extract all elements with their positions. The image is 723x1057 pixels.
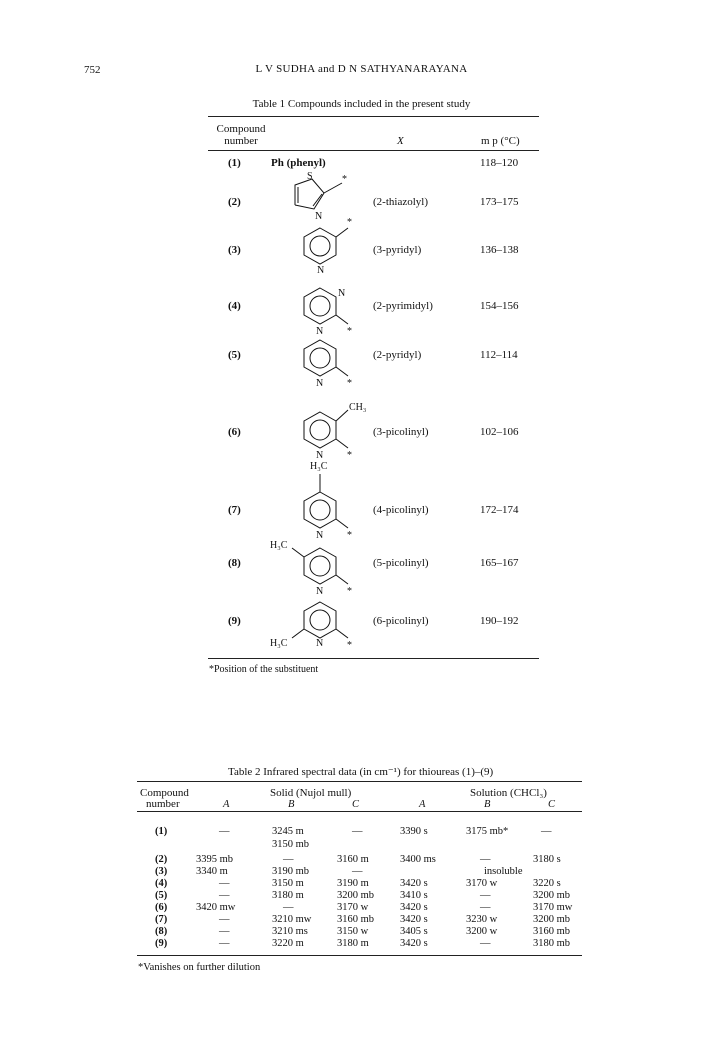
table1-row-label: (5-picolinyl) bbox=[373, 557, 429, 569]
svg-text:*: * bbox=[347, 450, 352, 461]
svg-text:N: N bbox=[338, 288, 346, 299]
table2-cell: 3405 s bbox=[400, 926, 428, 937]
svg-text:N: N bbox=[316, 326, 324, 337]
table2-cell: — bbox=[480, 938, 491, 949]
table1-row-mp: 112–114 bbox=[480, 349, 518, 361]
table2-cell: 3175 mb* bbox=[466, 826, 509, 837]
table2-row-number: (8) bbox=[155, 926, 168, 937]
table2-cell: — bbox=[219, 878, 230, 889]
table1-row-number: (5) bbox=[228, 349, 241, 361]
table2-cell: 3230 w bbox=[466, 914, 498, 925]
table1-row-mp: 173–175 bbox=[480, 196, 519, 208]
table2-cell: 3210 mw bbox=[272, 914, 312, 925]
table2-cell: — bbox=[352, 866, 363, 877]
table2-cell: — bbox=[219, 914, 230, 925]
table2-cell: 3150 w bbox=[337, 926, 369, 937]
table2-top-rule bbox=[137, 781, 582, 782]
svg-text:H₃C: H₃C bbox=[270, 540, 288, 551]
svg-text:H₃C: H₃C bbox=[310, 461, 328, 472]
table2-row-number: (6) bbox=[155, 902, 168, 913]
table2-caption: Table 2 Infrared spectral data (in cm⁻¹) for thioureas (1)–(9) bbox=[228, 766, 494, 778]
table1-row-number: (9) bbox=[228, 615, 241, 627]
table1-footnote: *Position of the substituent bbox=[209, 664, 319, 675]
page-number: 752 bbox=[84, 64, 101, 76]
table2-cell: 3390 s bbox=[400, 826, 428, 837]
table2-cell: 3400 ms bbox=[400, 854, 436, 865]
table2-cell: — bbox=[219, 890, 230, 901]
table2-cell: — bbox=[219, 926, 230, 937]
table2-cell: 3160 mb bbox=[337, 914, 375, 925]
table2-cell: — bbox=[541, 826, 552, 837]
table2-cell: 3150 m bbox=[272, 878, 304, 889]
table1-row-label: (6-picolinyl) bbox=[373, 615, 429, 627]
table1-row-label: (2-pyridyl) bbox=[373, 349, 422, 361]
table2-cell: — bbox=[219, 938, 230, 949]
table2-cell: — bbox=[480, 854, 491, 865]
table2-cell: 3180 s bbox=[533, 854, 561, 865]
table2-bottom-rule bbox=[137, 955, 582, 956]
table2-cell: 3180 m bbox=[337, 938, 369, 949]
svg-text:N: N bbox=[316, 530, 324, 541]
table2-group-solution: Solution (CHCl₃) bbox=[470, 787, 547, 799]
table2-cell: — bbox=[283, 854, 294, 865]
table2-col-compound: Compound bbox=[140, 787, 189, 799]
table2-row-number: (4) bbox=[155, 878, 168, 889]
table2-sub-c: C bbox=[352, 799, 360, 810]
table1-row-number: (4) bbox=[228, 300, 241, 312]
table2-cell: 3220 m bbox=[272, 938, 304, 949]
table2-cell: 3190 m bbox=[337, 878, 369, 889]
table1-row-mp: 118–120 bbox=[480, 157, 519, 169]
table2-cell: 3210 ms bbox=[272, 926, 308, 937]
table2-sub-c: C bbox=[548, 799, 556, 810]
table2-row-number: (1) bbox=[155, 826, 168, 837]
svg-text:*: * bbox=[347, 378, 352, 389]
table1-row-label: (3-pyridyl) bbox=[373, 244, 422, 256]
table2-cell: 3220 s bbox=[533, 878, 561, 889]
svg-text:H₃C: H₃C bbox=[270, 638, 288, 649]
svg-text:N: N bbox=[315, 211, 323, 222]
table2-cell: 3180 mb bbox=[533, 938, 571, 949]
table2-cell: — bbox=[480, 902, 491, 913]
table2-cell: 3410 s bbox=[400, 890, 428, 901]
table2-cell: 3190 mb bbox=[272, 866, 310, 877]
table2-cell: 3200 mb bbox=[533, 890, 571, 901]
svg-text:N: N bbox=[316, 586, 324, 597]
table2-sub-b: B bbox=[288, 799, 295, 810]
table2-cell: 3200 mb bbox=[337, 890, 375, 901]
table2-cell: 3180 m bbox=[272, 890, 304, 901]
table1-caption: Table 1 Compounds included in the present study bbox=[252, 98, 471, 110]
table2-cell: 3170 w bbox=[466, 878, 498, 889]
table2-group-solid: Solid (Nujol mull) bbox=[270, 787, 352, 799]
table1-col-compound: Compound number bbox=[216, 123, 266, 147]
table2-row-number: (7) bbox=[155, 914, 168, 925]
table2-cell: 3420 s bbox=[400, 878, 428, 889]
table1-row-number: (1) bbox=[228, 157, 241, 169]
table1-row-number: (2) bbox=[228, 196, 241, 208]
table2-row-number: (9) bbox=[155, 938, 168, 949]
table2-cell: 3170 mw bbox=[533, 902, 573, 913]
svg-text:*: * bbox=[347, 586, 352, 597]
svg-text:*: * bbox=[347, 640, 352, 651]
table2-cell: — bbox=[283, 902, 294, 913]
table1-row-label: (4-picolinyl) bbox=[373, 504, 429, 516]
svg-text:N: N bbox=[316, 378, 324, 389]
table1-row-number: (8) bbox=[228, 557, 241, 569]
table1-row-mp: 190–192 bbox=[480, 615, 519, 627]
table1-row-mp: 165–167 bbox=[480, 557, 519, 569]
table2-cell: 3160 m bbox=[337, 854, 369, 865]
table2-sub-b: B bbox=[484, 799, 491, 810]
table2-sub-a: A bbox=[223, 799, 230, 810]
table2-cell: 3420 mw bbox=[196, 902, 236, 913]
table2-cell: 3340 m bbox=[196, 866, 228, 877]
table1-row-number: (3) bbox=[228, 244, 241, 256]
table2-cell: 3200 w bbox=[466, 926, 498, 937]
svg-text:CH₃: CH₃ bbox=[349, 402, 367, 413]
table2-col-number: number bbox=[146, 798, 180, 810]
table2-footnote: *Vanishes on further dilution bbox=[138, 962, 261, 973]
table1-row-mp: 102–106 bbox=[480, 426, 519, 438]
table2-cell: — bbox=[352, 826, 363, 837]
svg-text:*: * bbox=[342, 174, 347, 185]
table2-cell-insoluble: insoluble bbox=[484, 866, 523, 877]
table2-cell: 3200 mb bbox=[533, 914, 571, 925]
table2-cell: — bbox=[219, 826, 230, 837]
table1-row-label: (2-thiazolyl) bbox=[373, 196, 428, 208]
svg-text:N: N bbox=[316, 450, 324, 461]
table2-cell: — bbox=[480, 890, 491, 901]
table1-row-label: (3-picolinyl) bbox=[373, 426, 429, 438]
table1-row-number: (6) bbox=[228, 426, 241, 438]
table1-row-label: (2-pyrimidyl) bbox=[373, 300, 433, 312]
table2-cell: 3150 mb bbox=[272, 839, 310, 850]
table2-header-rule bbox=[137, 811, 582, 812]
table2-row-number: (5) bbox=[155, 890, 168, 901]
table2-cell: 3420 s bbox=[400, 914, 428, 925]
table1-row-mp: 172–174 bbox=[480, 504, 519, 516]
table2-sub-a: A bbox=[419, 799, 426, 810]
table2-row-number: (2) bbox=[155, 854, 168, 865]
table2-cell: 3245 m bbox=[272, 826, 304, 837]
table1-col-x: X bbox=[397, 135, 404, 147]
table2-cell: 3420 s bbox=[400, 902, 428, 913]
table1-row-number: (7) bbox=[228, 504, 241, 516]
svg-text:N: N bbox=[317, 265, 325, 276]
table1-row-mp: 154–156 bbox=[480, 300, 519, 312]
table2-cell: 3420 s bbox=[400, 938, 428, 949]
svg-text:*: * bbox=[347, 326, 352, 337]
table2-row-number: (3) bbox=[155, 866, 168, 877]
table2-cell: 3170 w bbox=[337, 902, 369, 913]
table1-col-mp: m p (°C) bbox=[481, 135, 520, 147]
table1-row-mp: 136–138 bbox=[480, 244, 519, 256]
svg-text:*: * bbox=[347, 217, 352, 228]
table2-cell: 3395 mb bbox=[196, 854, 234, 865]
table2-cell: 3160 mb bbox=[533, 926, 571, 937]
svg-text:N: N bbox=[316, 638, 324, 649]
running-title: L V SUDHA and D N SATHYANARAYANA bbox=[255, 63, 468, 75]
svg-text:*: * bbox=[347, 530, 352, 541]
table1-row-label: Ph (phenyl) bbox=[271, 157, 326, 169]
svg-text:S: S bbox=[307, 171, 313, 182]
